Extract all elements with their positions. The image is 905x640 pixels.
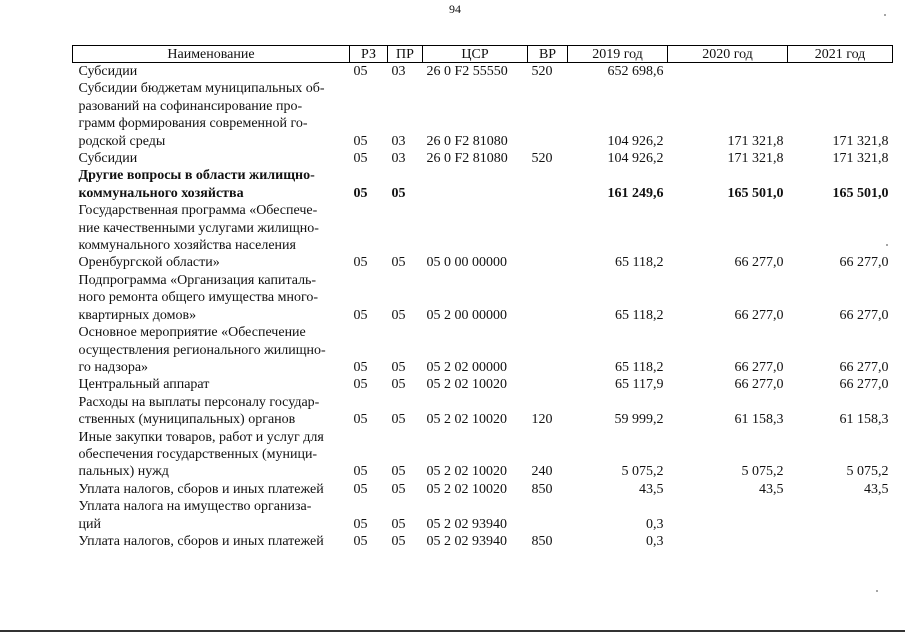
cell-rz: 05 <box>353 377 368 393</box>
cell-csr: 26 0 F2 81080 <box>426 151 508 167</box>
row-name <box>73 272 350 324</box>
cell-csr: 26 0 F2 81080 <box>426 133 508 149</box>
row-name-line: Субсидии <box>78 64 138 79</box>
cell-y2019: 59 999,2 <box>614 412 664 428</box>
cell-y2019: 65 118,2 <box>615 255 664 271</box>
cell-csr: 05 2 02 93940 <box>426 516 507 532</box>
cell-rz: 05 <box>353 64 368 79</box>
cell-y2021: 171 321,8 <box>832 151 889 167</box>
cell-y2019: 65 118,2 <box>615 307 664 323</box>
row-name-line: ние качественными услугами жилищно- <box>78 220 319 236</box>
cell-rz: 05 <box>353 307 368 323</box>
cell-y2020: 66 277,0 <box>734 307 784 323</box>
table-row <box>73 429 893 481</box>
row-name-line: Государственная программа «Обеспече- <box>78 203 318 219</box>
cell-vr: 520 <box>531 64 553 79</box>
cell-y2021 <box>788 533 893 550</box>
scan-speck <box>884 14 886 16</box>
row-name-line: Оренбургской области» <box>78 255 220 271</box>
cell-rz: 05 <box>353 533 368 549</box>
header-name: Наименование <box>73 46 350 63</box>
table-row <box>73 150 893 167</box>
cell-pr: 05 <box>391 359 406 375</box>
cell-rz: 05 <box>353 255 368 271</box>
cell-csr: 05 2 02 10020 <box>426 412 507 428</box>
cell-csr: 26 0 F2 55550 <box>426 64 508 79</box>
row-name-line: грамм формирования современной го- <box>78 116 308 132</box>
cell-y2020: 171 321,8 <box>727 151 784 167</box>
cell-rz: 05 <box>353 151 368 167</box>
cell-pr: 05 <box>391 516 406 532</box>
row-name-line: обеспечения государственных (муници- <box>78 446 318 462</box>
table-row <box>73 481 893 498</box>
cell-rz: 05 <box>353 185 368 201</box>
table-row <box>73 167 893 202</box>
cell-pr: 03 <box>391 151 406 167</box>
cell-vr: 850 <box>531 481 553 497</box>
header-pr: ПР <box>388 46 423 63</box>
row-name-line: Уплата налога на имущество организа- <box>78 499 312 515</box>
cell-rz: 05 <box>353 516 368 532</box>
cell-y2020: 66 277,0 <box>734 359 784 375</box>
cell-vr <box>528 272 568 324</box>
cell-pr: 05 <box>391 185 406 201</box>
cell-rz: 05 <box>353 412 368 428</box>
cell-y2019: 65 118,2 <box>615 359 664 375</box>
cell-rz: 05 <box>353 133 368 149</box>
row-name <box>73 324 350 376</box>
row-name-line: Расходы на выплаты персоналу государ- <box>78 394 320 410</box>
cell-y2020: 61 158,3 <box>734 412 784 428</box>
cell-y2021: 43,5 <box>864 481 889 497</box>
cell-vr <box>528 376 568 393</box>
cell-pr: 03 <box>391 64 406 79</box>
row-name <box>73 498 350 533</box>
row-name <box>73 202 350 272</box>
table-row <box>73 533 893 550</box>
cell-csr: 05 2 00 00000 <box>426 307 507 323</box>
table-row <box>73 202 893 272</box>
row-name-line: го надзора» <box>78 359 149 375</box>
row-name-line: Основное мероприятие «Обеспечение <box>78 325 306 341</box>
cell-csr: 05 2 02 10020 <box>426 377 507 393</box>
cell-csr: 05 2 02 10020 <box>426 481 507 497</box>
page-bottom-edge <box>0 630 905 632</box>
row-name <box>73 394 350 429</box>
cell-y2020: 66 277,0 <box>734 377 784 393</box>
row-name <box>73 429 350 481</box>
cell-pr: 05 <box>391 464 406 480</box>
cell-pr: 05 <box>391 481 406 497</box>
table-row <box>73 324 893 376</box>
cell-y2019: 43,5 <box>639 481 664 497</box>
header-vr: ВР <box>528 46 568 63</box>
row-name-line: квартирных домов» <box>78 307 197 323</box>
cell-vr <box>528 167 568 202</box>
row-name <box>73 150 350 167</box>
cell-pr: 05 <box>391 377 406 393</box>
cell-csr <box>423 167 528 202</box>
cell-pr: 05 <box>391 533 406 549</box>
row-name <box>73 376 350 393</box>
row-name-line: осуществления регионального жилищно- <box>78 342 326 358</box>
cell-y2019: 104 926,2 <box>607 133 664 149</box>
cell-vr <box>528 498 568 533</box>
cell-y2021: 66 277,0 <box>839 307 889 323</box>
row-name <box>73 533 350 550</box>
cell-vr <box>528 80 568 150</box>
cell-y2019: 161 249,6 <box>607 185 664 201</box>
cell-vr: 850 <box>531 533 553 549</box>
table-row <box>73 394 893 429</box>
cell-y2020 <box>668 498 788 533</box>
cell-vr: 120 <box>531 412 553 428</box>
cell-rz: 05 <box>353 464 368 480</box>
cell-y2019: 652 698,6 <box>607 64 664 79</box>
header-csr: ЦСР <box>423 46 528 63</box>
cell-pr: 05 <box>391 307 406 323</box>
page-number: 94 <box>449 2 461 16</box>
cell-y2020: 171 321,8 <box>727 133 784 149</box>
row-name-line: Субсидии бюджетам муниципальных об- <box>78 81 325 97</box>
cell-y2021: 165 501,0 <box>832 185 889 201</box>
table-header-row <box>73 46 893 63</box>
table-row <box>73 63 893 81</box>
scan-speck <box>886 244 888 246</box>
header-rz: РЗ <box>350 46 388 63</box>
row-name-line: Субсидии <box>78 151 138 167</box>
cell-y2020 <box>668 533 788 550</box>
cell-y2020: 165 501,0 <box>727 185 784 201</box>
header-2019: 2019 год <box>568 46 668 63</box>
row-name-line: Другие вопросы в области жилищно- <box>78 168 315 184</box>
cell-y2021: 171 321,8 <box>832 133 889 149</box>
row-name-line: Иные закупки товаров, работ и услуг для <box>78 429 324 445</box>
scan-speck <box>876 590 878 592</box>
header-2020: 2020 год <box>668 46 788 63</box>
row-name <box>73 63 350 81</box>
cell-y2020: 66 277,0 <box>734 255 784 271</box>
cell-vr <box>528 202 568 272</box>
cell-pr: 05 <box>391 412 406 428</box>
cell-y2021: 61 158,3 <box>839 412 889 428</box>
table-body <box>73 63 893 551</box>
cell-y2021: 66 277,0 <box>839 359 889 375</box>
row-name-line: Уплата налогов, сборов и иных платежей <box>78 481 324 497</box>
cell-csr: 05 2 02 00000 <box>426 359 507 375</box>
cell-y2021 <box>788 63 893 81</box>
cell-rz: 05 <box>353 481 368 497</box>
cell-y2021: 5 075,2 <box>846 464 889 480</box>
cell-pr: 03 <box>391 133 406 149</box>
cell-csr: 05 2 02 93940 <box>426 533 507 549</box>
row-name-line: пальных) нужд <box>78 464 169 480</box>
row-name-line: коммунального хозяйства <box>78 185 244 201</box>
cell-y2021: 66 277,0 <box>839 377 889 393</box>
table-row <box>73 376 893 393</box>
row-name <box>73 80 350 150</box>
cell-y2021: 66 277,0 <box>839 255 889 271</box>
row-name-line: Центральный аппарат <box>78 377 210 393</box>
row-name-line: ственных (муниципальных) органов <box>78 412 296 428</box>
cell-vr: 520 <box>531 151 553 167</box>
cell-csr: 05 2 02 10020 <box>426 464 507 480</box>
table-row <box>73 272 893 324</box>
cell-y2020 <box>668 63 788 81</box>
cell-y2021 <box>788 498 893 533</box>
cell-rz: 05 <box>353 359 368 375</box>
cell-y2020: 43,5 <box>759 481 784 497</box>
cell-vr: 240 <box>531 464 553 480</box>
cell-pr: 05 <box>391 255 406 271</box>
cell-y2019: 0,3 <box>646 533 664 549</box>
cell-y2019: 65 117,9 <box>615 377 664 393</box>
row-name-line: коммунального хозяйства населения <box>78 238 296 254</box>
cell-csr: 05 0 00 00000 <box>426 255 507 271</box>
table-row <box>73 498 893 533</box>
cell-vr <box>528 324 568 376</box>
header-2021: 2021 год <box>788 46 893 63</box>
cell-y2019: 5 075,2 <box>621 464 664 480</box>
budget-table <box>72 45 893 550</box>
cell-y2020: 5 075,2 <box>741 464 784 480</box>
row-name-line: Уплата налогов, сборов и иных платежей <box>78 533 324 549</box>
row-name-line: родской среды <box>78 133 166 149</box>
row-name <box>73 481 350 498</box>
table-row <box>73 80 893 150</box>
cell-y2019: 104 926,2 <box>607 151 664 167</box>
row-name-line: Подпрограмма «Организация капиталь- <box>78 272 317 288</box>
row-name-line: ций <box>78 516 101 532</box>
row-name-line: разований на софинансирование про- <box>78 98 303 114</box>
cell-y2019: 0,3 <box>646 516 664 532</box>
row-name <box>73 167 350 202</box>
row-name-line: ного ремонта общего имущества много- <box>78 290 319 306</box>
